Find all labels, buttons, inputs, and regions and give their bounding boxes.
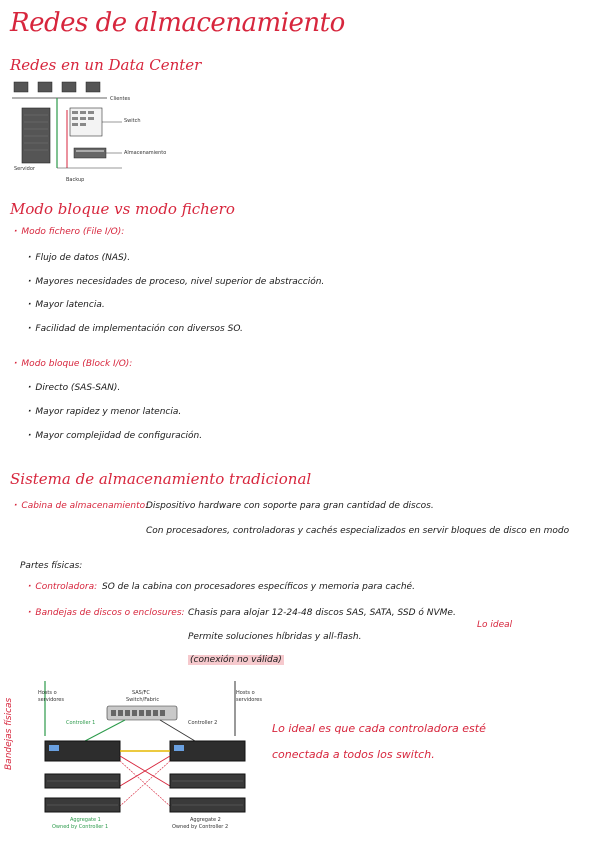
file-mode-item: · Mayores necesidades de proceso, nivel superior de abstracción.: [28, 277, 324, 287]
host-right-label-a: Hosts o: [236, 690, 255, 696]
page-title: Redes de almacenamiento: [10, 8, 345, 38]
data-center-diagram: [12, 80, 162, 180]
diagram-label-switch: Switch: [124, 118, 141, 124]
aggregate-2-label-a: Aggregate 2: [190, 817, 221, 823]
storage-icon: [74, 148, 106, 158]
file-mode-item: · Flujo de datos (NAS).: [28, 253, 130, 263]
bandejas-line-2: Permite soluciones híbridas y all-flash.: [188, 632, 362, 642]
block-mode-label: · Modo bloque (Block I/O):: [14, 359, 132, 369]
block-mode-item: · Directo (SAS-SAN).: [28, 383, 120, 393]
cabina-line-1: Dispositivo hardware con soporte para gran cantidad de discos.: [146, 501, 434, 511]
diagram-label-clientes: Clientes: [110, 96, 131, 102]
cabina-line-2: Con procesadores, controladoras y cachés especializados en servir bloques de disco en modo: [146, 526, 570, 536]
bandejas-line-1: Chasis para alojar 12-24-48 discos SAS, SATA, SSD ó NVMe.: [188, 608, 456, 618]
host-left-label-b: servidores: [38, 697, 64, 703]
switch-label-b: Switch/Fabric: [126, 697, 160, 703]
switch-label-a: SAS/FC: [132, 690, 150, 696]
diagram-label-almacenamiento: Almacenamiento: [124, 150, 167, 156]
file-mode-label: · Modo fichero (File I/O):: [14, 227, 124, 237]
note-line-2: conectada a todos los switch.: [272, 748, 435, 761]
controladora-label: · Controladora:: [28, 582, 97, 592]
aggregate-2-label-b: Owned by Controller 2: [172, 824, 229, 830]
note-line-1: Lo ideal es que cada controladora esté: [272, 722, 486, 735]
client-computer-icon: [12, 82, 107, 98]
diagram-label-servidor: Servidor: [14, 166, 35, 172]
lo-ideal-note: Lo ideal: [477, 620, 513, 630]
partes-label: Partes físicas:: [20, 561, 83, 571]
cabina-label: · Cabina de almacenamiento:: [14, 501, 148, 511]
host-right-label-b: servidores: [236, 697, 262, 703]
host-left-label-a: Hosts o: [38, 690, 57, 696]
controller-1-label: Controller 1: [66, 720, 96, 726]
bandejas-line-3: [188, 655, 284, 665]
section-heading-modo-bloque: Modo bloque vs modo fichero: [10, 200, 235, 218]
server-icon: [22, 108, 50, 163]
controller-2-label: Controller 2: [188, 720, 218, 726]
diagram-label-backup: Backup: [66, 177, 85, 183]
block-mode-item: · Mayor rapidez y menor latencia.: [28, 407, 181, 417]
file-mode-item: · Facilidad de implementación con diversos SO.: [28, 324, 243, 334]
section-heading-sistema-tradicional: Sistema de almacenamiento tradicional: [10, 470, 312, 488]
side-label-bandejas: Bandejas físicas: [4, 697, 14, 770]
aggregate-1-label-a: Aggregate 1: [70, 817, 101, 823]
aggregate-1-label-b: Owned by Controller 1: [52, 824, 109, 830]
bandejas-label: · Bandejas de discos o enclosures:: [28, 608, 185, 618]
block-mode-item: · Mayor complejidad de configuración.: [28, 431, 202, 441]
file-mode-item: · Mayor latencia.: [28, 300, 105, 310]
controladora-text: SO de la cabina con procesadores específicos y memoria para caché.: [102, 582, 415, 592]
invalid-connection-highlight: (conexión no válida): [190, 655, 282, 665]
section-heading-data-center: Redes en un Data Center: [10, 56, 202, 74]
